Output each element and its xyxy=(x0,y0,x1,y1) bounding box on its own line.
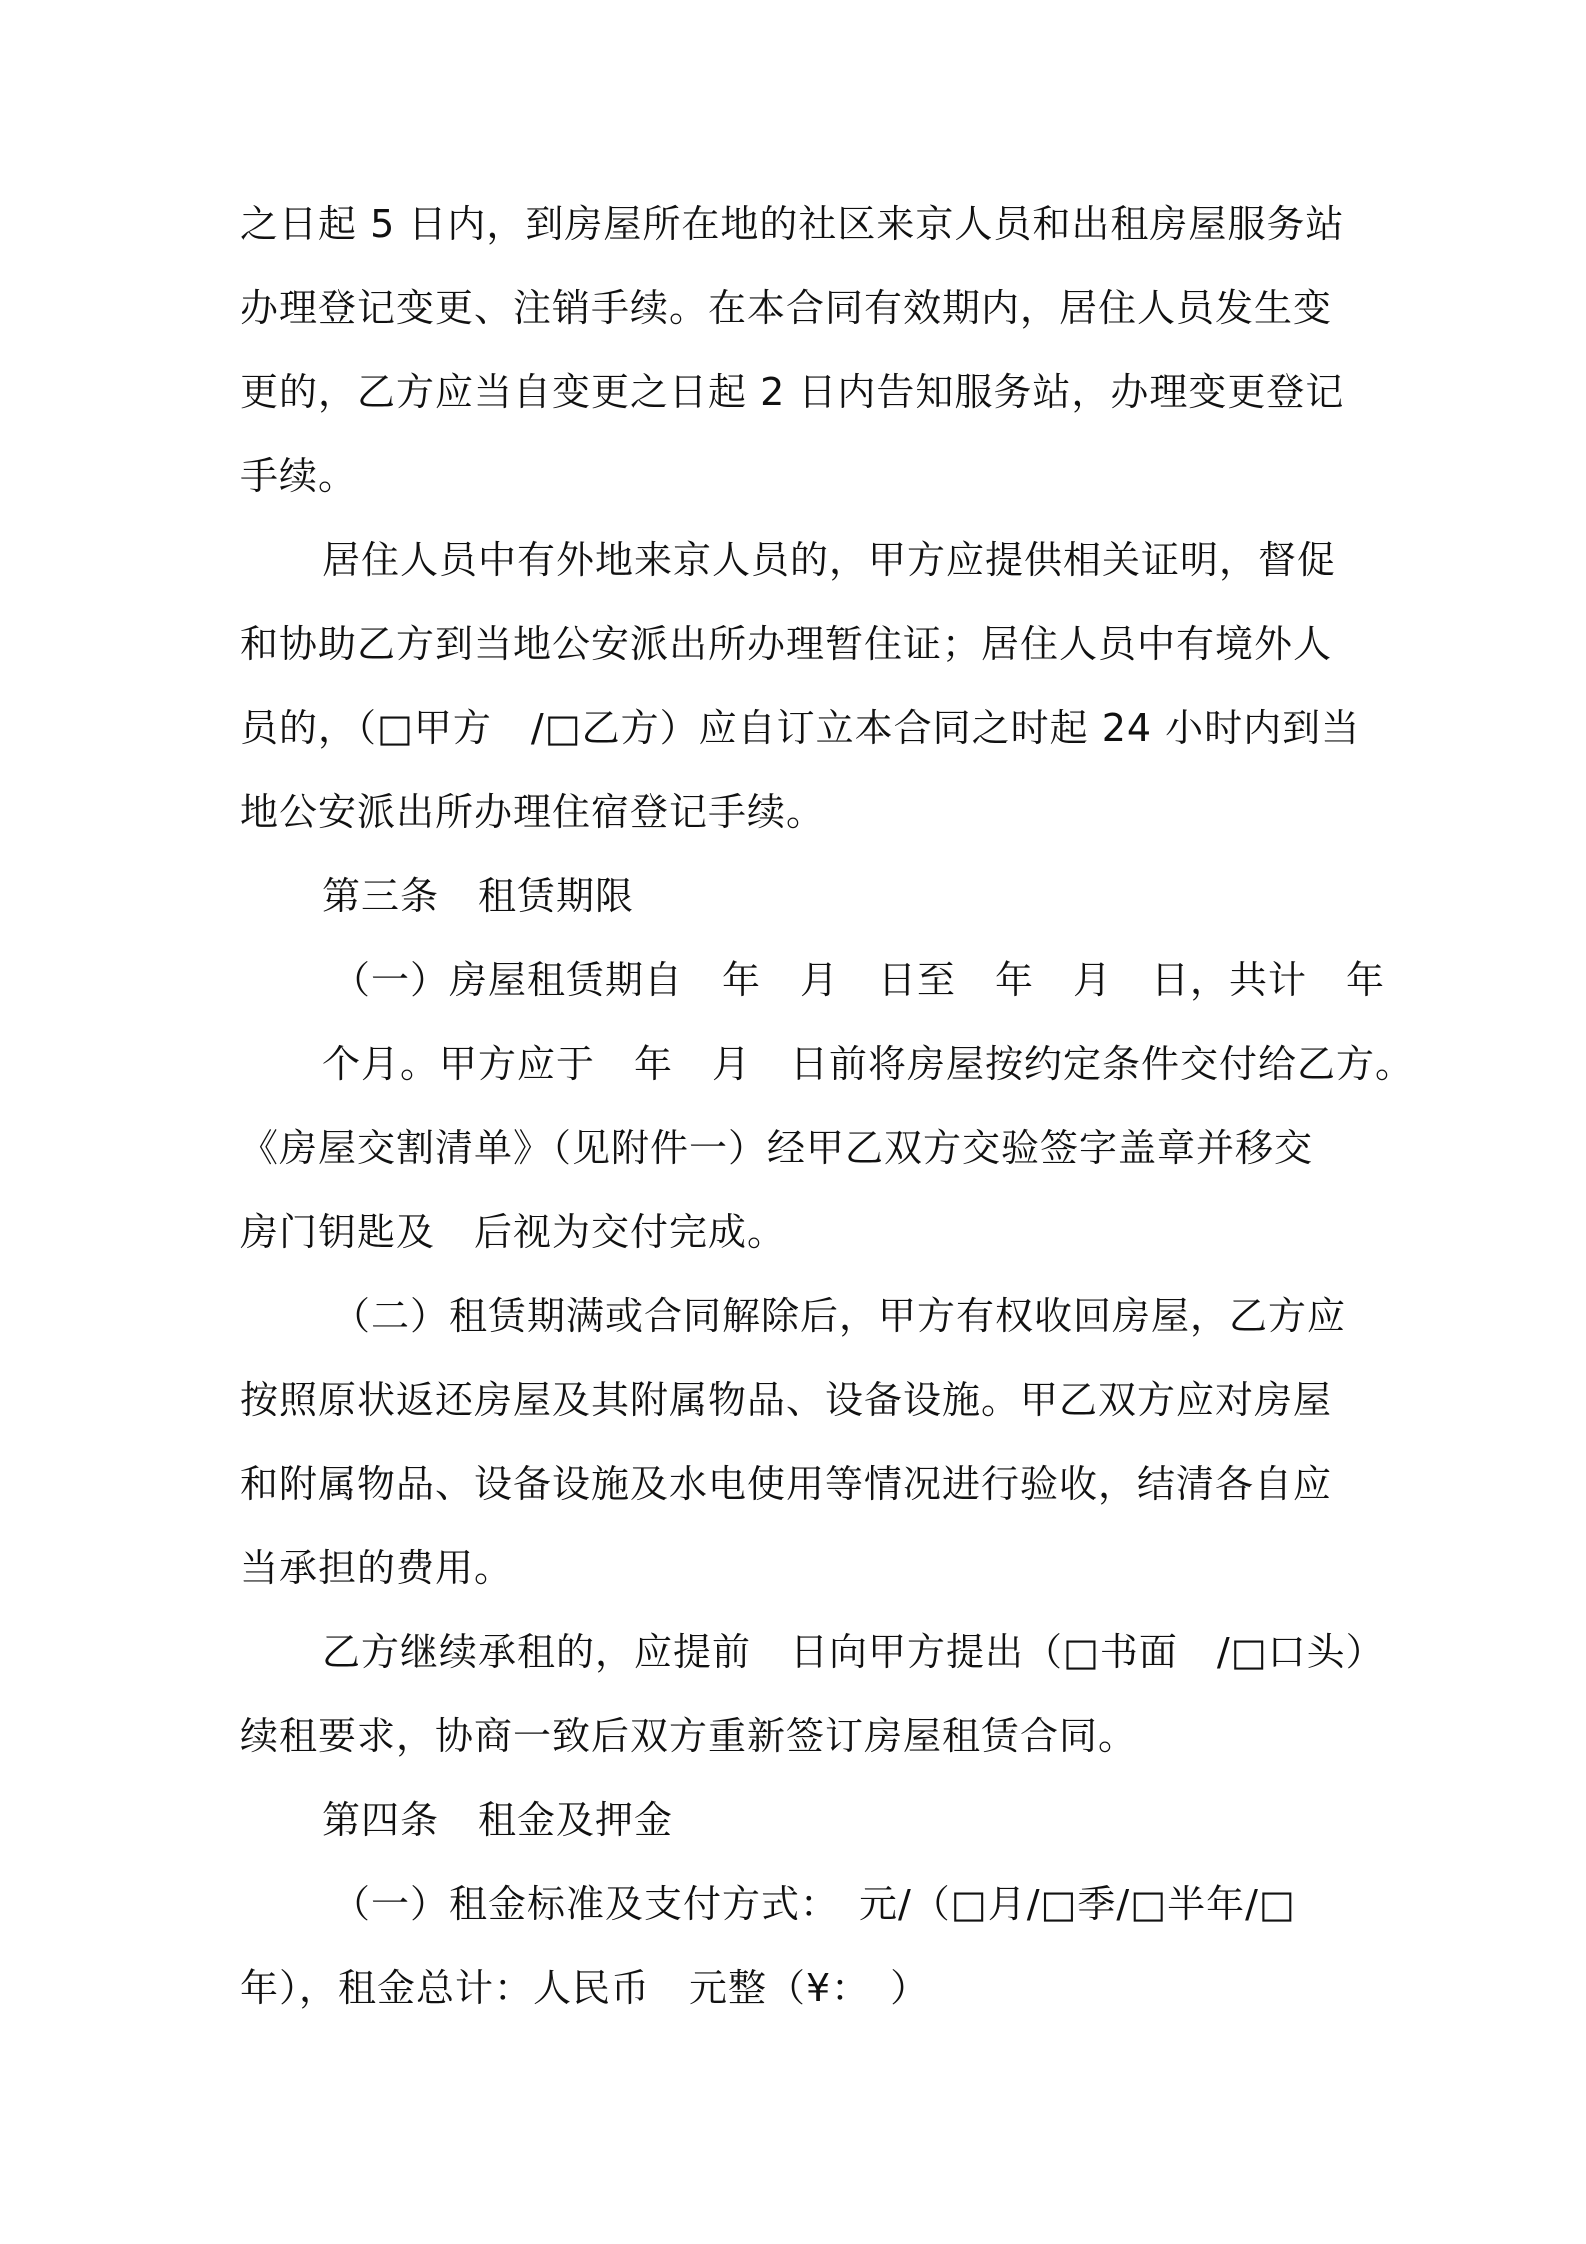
text-line: 《房屋交割清单》（见附件一）经甲乙双方交验签字盖章并移交 xyxy=(240,1126,1314,1170)
text-line: 当承担的费用。 xyxy=(240,1546,514,1590)
article-heading: 第三条 租赁期限 xyxy=(322,874,635,918)
text-line: 和协助乙方到当地公安派出所办理暂住证；居住人员中有境外人 xyxy=(240,622,1333,666)
text-line: 乙方继续承租的，应提前 日向甲方提出（□书面 /□口头） xyxy=(322,1630,1385,1674)
text-line: 房门钥匙及 后视为交付完成。 xyxy=(240,1210,787,1254)
text-line: 个月。甲方应于 年 月 日前将房屋按约定条件交付给乙方。 xyxy=(322,1042,1415,1086)
text-line: 之日起 5 日内，到房屋所在地的社区来京人员和出租房屋服务站 xyxy=(240,202,1345,246)
text-line: （二）租赁期满或合同解除后，甲方有权收回房屋，乙方应 xyxy=(332,1294,1347,1338)
text-line: 办理登记变更、注销手续。在本合同有效期内，居住人员发生变 xyxy=(240,286,1333,330)
text-line: 续租要求，协商一致后双方重新签订房屋租赁合同。 xyxy=(240,1714,1138,1758)
text-line: 和附属物品、设备设施及水电使用等情况进行验收，结清各自应 xyxy=(240,1462,1333,1506)
text-line: 手续。 xyxy=(240,454,358,498)
text-line: 更的，乙方应当自变更之日起 2 日内告知服务站，办理变更登记 xyxy=(240,370,1345,414)
text-line: （一）租金标准及支付方式： 元/（□月/□季/□半年/□ xyxy=(332,1882,1296,1926)
article-heading: 第四条 租金及押金 xyxy=(322,1798,674,1842)
text-line: 按照原状返还房屋及其附属物品、设备设施。甲乙双方应对房屋 xyxy=(240,1378,1333,1422)
text-line: 员的，（□甲方 /□乙方）应自订立本合同之时起 24 小时内到当 xyxy=(240,706,1361,750)
text-line: （一）房屋租赁期自 年 月 日至 年 月 日，共计 年 xyxy=(332,958,1386,1002)
text-line: 年），租金总计：人民币 元整（¥： ） xyxy=(240,1966,930,2010)
text-line: 地公安派出所办理住宿登记手续。 xyxy=(240,790,826,834)
text-line: 居住人员中有外地来京人员的，甲方应提供相关证明，督促 xyxy=(322,538,1337,582)
